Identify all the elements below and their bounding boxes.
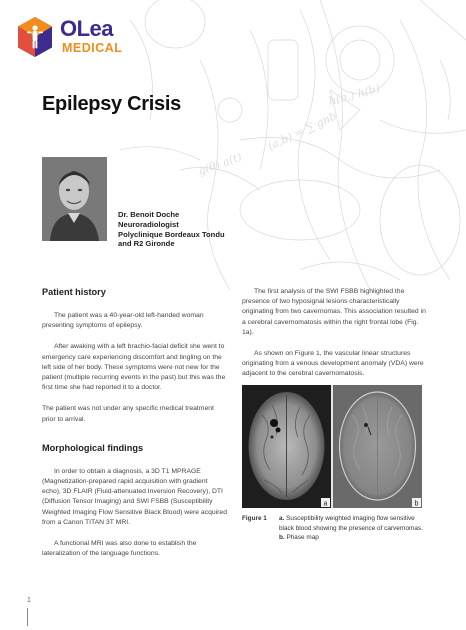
paragraph: After awaking with a left brachio-facial deficit she went to emergency care experiencing discomfort and tingling on the left side of her body. These symptoms were not new for the patient (multiple recurring events in the past) but this was the first time she had reported it to a doctor. [42,343,226,392]
author-name: Dr. Benoit Doche [118,210,180,219]
svg-text:h(b,) h(b): h(b,) h(b) [327,81,382,108]
panel-b-tag: b [414,500,419,508]
figure-label: Figure 1 [242,515,267,522]
author-block [118,210,225,249]
page-title: Epilepsy Crisis [42,93,181,115]
caption-panel-a-letter: a [279,515,283,522]
paragraph: As shown on Figure 1, the vascular linear structures originating from a venous development anomaly (VDA) were adjacent to the cerebral cavernomatosis. [242,350,424,378]
caption-panel-a-text: Susceptibility weighted imaging flow sensitive black blood showing the presence of carvernomas. [279,515,423,532]
paragraph: The first analysis of the SWI FSBB highlighted the presence of two hyposignal lesions characteristically originating from two cavernomas. This association resulted in a cerebral cavernomatosis within the right frontal lobe (Fig. 1a). [242,288,426,336]
olea-medical-logo [16,12,136,62]
panel-a-tag: a [323,500,328,508]
mri-panel-b [333,385,422,508]
author-role: Neuroradiologist [118,219,179,229]
paragraph: The patient was a 40-year-old left-handed woman presenting symptoms of epilepsy. [42,312,204,330]
right-column [242,287,428,391]
paragraph: A functional MRI was also done to establish the lateralization of the language functions. [42,540,197,558]
logo-hexagon-icon [16,16,54,58]
section-heading-patient-history: Patient history [42,287,106,297]
svg-text:g(θ) a(t): g(θ) a(t) [196,150,244,178]
left-column [42,287,228,570]
author-affiliation-2: and R2 Gironde [118,239,175,249]
mri-panel-a [242,385,331,508]
author-affiliation: Polyclinique Bordeaux Tondu [118,229,225,239]
brand-name: OLea [60,16,114,41]
mri-figure-image [242,385,422,508]
caption-panel-b-letter: b [279,534,283,542]
section-heading-morphological-findings: Morphological findings [42,442,144,453]
page-number-rule [27,608,28,626]
paragraph: In order to obtain a diagnosis, a 3D T1 MPRAGE (Magnetization-prepared rapid acquisition with gradient echo), 3D FLAIR (Fluid-attenuated Inversion Recovery), DTI (Diffusion Tensor Imaging) and SWI FSBB (Susceptibility Weighted Imaging Flow Sensitive Black Blood) were acquired from a Canon TITAN 3T MRI. [42,467,227,526]
caption-panel-b-text: Phase map [286,534,319,542]
svg-text:(a,b) = ∑ gnb: (a,b) = ∑ gnb [265,109,339,153]
paragraph: The patient was not under any specific medical treatment prior to arrival. [42,405,214,423]
author-photo [42,157,107,241]
page-number: 1 [27,597,31,604]
brand-subname: MEDICAL [62,41,123,55]
